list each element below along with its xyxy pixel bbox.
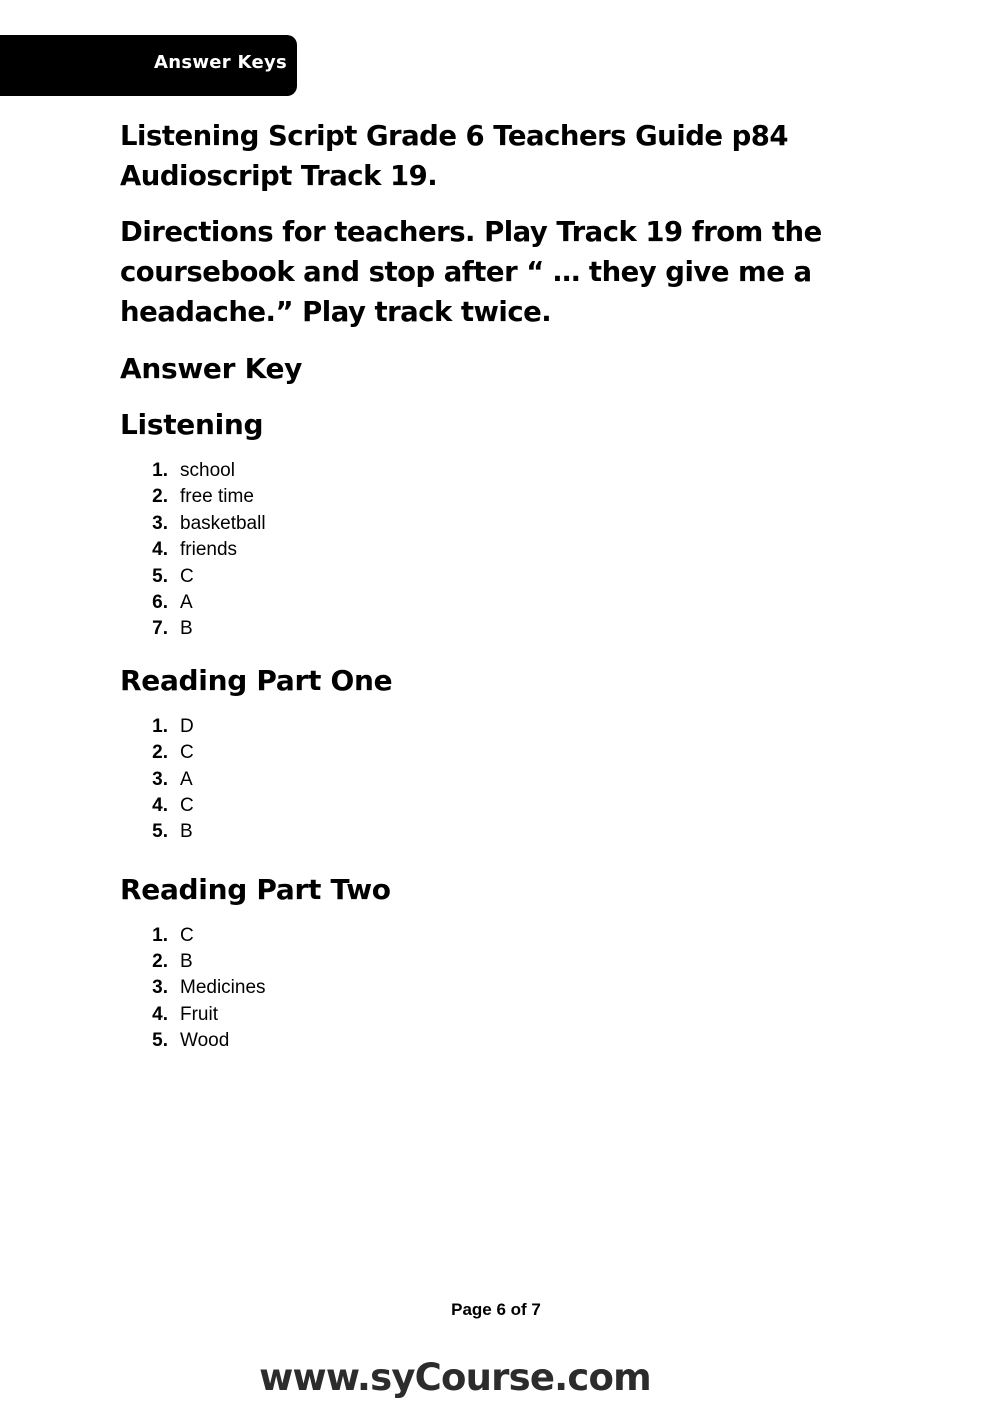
item-number: 4.	[152, 539, 168, 561]
item-answer: Wood	[180, 1030, 230, 1052]
item-answer: friends	[180, 539, 238, 561]
item-answer: A	[180, 591, 193, 613]
item-answer: C	[180, 924, 194, 946]
listening-title: Listening	[120, 408, 264, 441]
list-item	[120, 767, 880, 793]
item-answer: C	[180, 794, 194, 816]
section-tab-label: Answer Keys	[154, 52, 288, 73]
page-number: Page 6 of 7	[451, 1300, 541, 1319]
list-item	[120, 1002, 880, 1028]
list-item	[120, 714, 880, 740]
reading-part-one-title: Reading Part One	[120, 663, 393, 697]
item-number: 2.	[152, 742, 168, 764]
page-title: Listening Script Grade 6 Teachers Guide p84 Audioscript Track 19.	[120, 120, 789, 192]
item-answer: B	[180, 821, 193, 843]
answer-key-title: Answer Key	[120, 352, 303, 385]
list-item	[120, 537, 880, 563]
item-answer: school	[180, 460, 235, 481]
page-content	[120, 116, 880, 1055]
item-number: 2.	[152, 951, 168, 973]
list-item	[120, 740, 880, 766]
item-number: 5.	[152, 565, 168, 587]
item-number: 3.	[152, 977, 168, 999]
reading-part-two-answer-list	[120, 923, 880, 1055]
list-item	[120, 458, 880, 484]
list-item	[120, 511, 880, 537]
list-item	[120, 616, 880, 642]
list-item	[120, 975, 880, 1001]
item-answer: Fruit	[180, 1003, 218, 1025]
item-answer: D	[180, 715, 194, 737]
list-item	[120, 949, 880, 975]
watermark-text: www.syCourse.com	[259, 1356, 651, 1399]
section-tab	[0, 35, 297, 96]
item-answer: Medicines	[180, 977, 266, 999]
reading-part-two-title: Reading Part Two	[120, 872, 391, 906]
item-number: 7.	[152, 618, 168, 640]
item-number: 1.	[152, 715, 168, 737]
item-number: 5.	[152, 1030, 168, 1052]
item-answer: B	[180, 951, 193, 973]
teacher-directions: Directions for teachers. Play Track 19 from the coursebook and stop after “ … they give me a headache.” Play track twice.	[120, 216, 822, 328]
list-item	[120, 484, 880, 510]
item-number: 4.	[152, 1003, 168, 1025]
item-number: 3.	[152, 512, 168, 534]
watermark	[255, 1352, 655, 1404]
item-number: 4.	[152, 794, 168, 816]
reading-part-one-answer-list	[120, 714, 880, 846]
item-answer: C	[180, 565, 194, 587]
listening-answer-list	[120, 458, 880, 643]
list-item	[120, 590, 880, 616]
list-item	[120, 793, 880, 819]
item-number: 3.	[152, 768, 168, 790]
item-answer: C	[180, 742, 194, 764]
item-answer: B	[180, 618, 193, 640]
item-number: 1.	[152, 460, 168, 481]
item-number: 1.	[152, 924, 168, 946]
list-item	[120, 819, 880, 845]
item-answer: free time	[180, 486, 254, 508]
item-number: 2.	[152, 486, 168, 508]
item-answer: basketball	[180, 512, 266, 534]
item-number: 6.	[152, 591, 168, 613]
item-number: 5.	[152, 821, 168, 843]
list-item	[120, 1028, 880, 1054]
list-item	[120, 923, 880, 949]
item-answer: A	[180, 768, 193, 790]
list-item	[120, 564, 880, 590]
